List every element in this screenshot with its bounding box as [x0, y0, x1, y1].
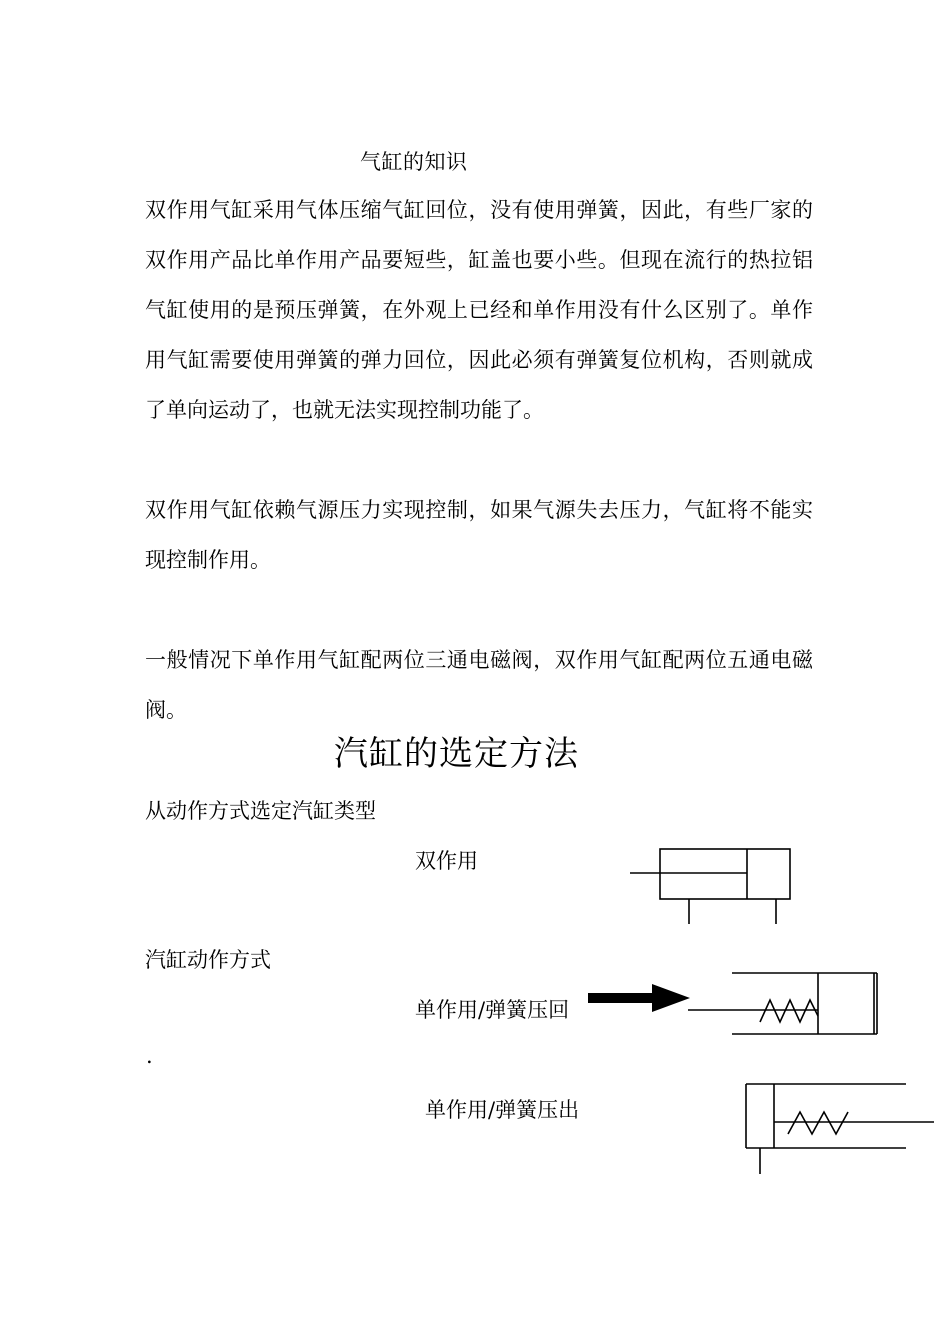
- double-acting-label: 双作用: [415, 849, 478, 873]
- arrow-right-icon: [588, 982, 692, 1014]
- single-acting-spring-return-symbol: [688, 970, 880, 1038]
- select-type-label: 从动作方式选定汽缸类型: [145, 799, 376, 823]
- section-title: 汽缸的选定方法: [334, 734, 579, 774]
- single-acting-spring-extend-symbol: [744, 1080, 936, 1176]
- paragraph-3: 一般情况下单作用气缸配两位三通电磁阀，双作用气缸配两位五通电磁阀。: [145, 648, 813, 722]
- doc-title: 气缸的知识: [360, 150, 468, 174]
- double-acting-cylinder-symbol: [630, 847, 792, 927]
- action-mode-label: 汽缸动作方式: [145, 948, 271, 972]
- stray-dot: .: [146, 1044, 153, 1068]
- single-acting-extend-label: 单作用/弹簧压出: [425, 1098, 580, 1122]
- paragraph-1: 双作用气缸采用气体压缩气缸回位，没有使用弹簧，因此，有些厂家的双作用产品比单作用产品要短些，缸盖也要小些。但现在流行的热拉铝气缸使用的是预压弹簧，在外观上已经和单作用没有什么区别了。单作用气缸需要使用弹簧的弹力回位，因此必须有弹簧复位机构，否则就成了单向运动了，也就无法实现控制功能了。: [145, 198, 813, 422]
- paragraph-2: 双作用气缸依赖气源压力实现控制，如果气源失去压力，气缸将不能实现控制作用。: [145, 498, 813, 572]
- single-acting-return-label: 单作用/弹簧压回: [415, 998, 570, 1022]
